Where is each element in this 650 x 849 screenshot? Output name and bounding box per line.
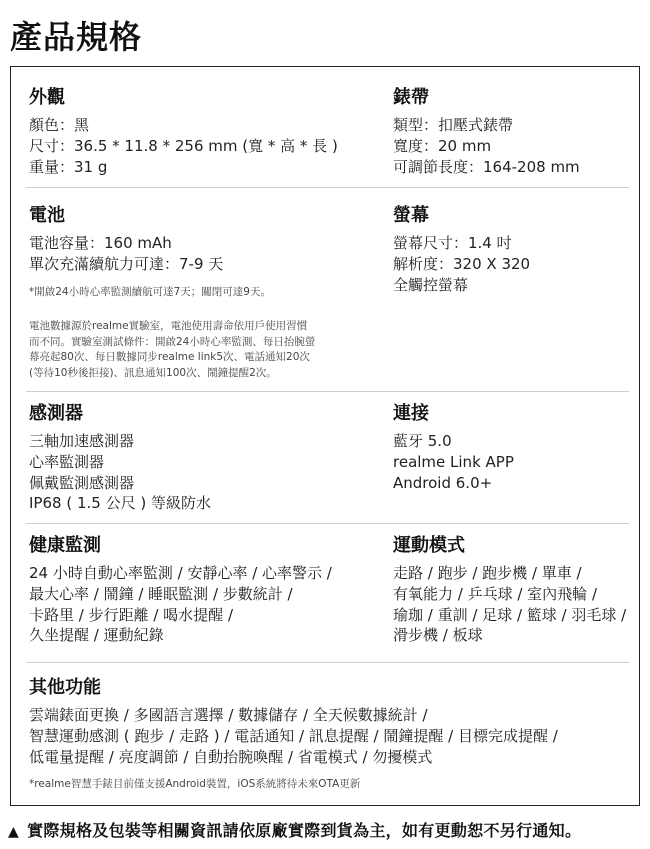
spec-line: 尺寸：36.5 * 11.8 * 256 mm (寬 * 高 * 長 )	[29, 136, 338, 155]
section-title-sensors: 感測器	[29, 403, 83, 424]
divider	[26, 187, 629, 188]
spec-line: 電池容量：160 mAh	[29, 234, 172, 252]
battery-disclaimer	[29, 319, 315, 381]
battery-note: *開啟24小時心率監測續航可達7天；關閉可達9天。	[29, 286, 271, 298]
section-strap	[393, 87, 580, 177]
spec-line: 螢幕尺寸：1.4 吋	[393, 234, 512, 252]
spec-line: 顏色：黑	[29, 116, 90, 134]
section-connectivity	[393, 403, 514, 493]
warning-triangle-icon: ▲	[8, 824, 20, 840]
spec-line: IP68 ( 1.5 公尺 ) 等級防水	[29, 494, 211, 513]
section-title-health: 健康監測	[29, 535, 101, 556]
section-title-connectivity: 連接	[393, 403, 429, 424]
section-health	[29, 535, 332, 646]
spec-line: 卡路里 / 步行距離 / 喝水提醒 /	[29, 605, 234, 624]
note-line: 而不同。實驗室測試條件：開啟24小時心率監測、每日抬腕螢	[29, 335, 316, 348]
spec-line: 可調節長度：164-208 mm	[393, 157, 580, 176]
spec-line: Android 6.0+	[393, 473, 493, 492]
spec-line: 久坐提醒 / 運動紀錄	[29, 626, 164, 645]
section-title-sports: 運動模式	[393, 535, 465, 556]
spec-line: 滑步機 / 板球	[393, 626, 483, 645]
spec-line: 最大心率 / 鬧鐘 / 睡眠監測 / 步數統計 /	[29, 584, 293, 603]
spec-line: 藍牙 5.0	[393, 432, 452, 450]
footer-text: 實際規格及包裝等相關資訊請依原廠實際到貨為主，如有更動恕不另行通知。	[27, 821, 582, 840]
spec-box	[10, 66, 640, 806]
section-title-battery: 電池	[29, 205, 65, 226]
spec-line: 低電量提醒 / 亮度調節 / 自動抬腕喚醒 / 省電模式 / 勿擾模式	[29, 747, 433, 766]
divider	[26, 523, 629, 524]
spec-line: 走路 / 跑步 / 跑步機 / 單車 /	[393, 564, 582, 582]
section-sensors	[29, 403, 211, 514]
other-note: *realme智慧手錶目前僅支援Android裝置，iOS系統將待未來OTA更新	[29, 778, 361, 790]
spec-line: 佩戴監測感測器	[29, 473, 135, 492]
section-title-screen: 螢幕	[393, 205, 429, 226]
spec-line: 寬度：20 mm	[393, 136, 492, 155]
spec-line: 雲端錶面更換 / 多國語言選擇 / 數據儲存 / 全天候數據統計 /	[29, 706, 428, 724]
spec-line: 單次充滿續航力可達：7-9 天	[29, 254, 224, 273]
divider	[26, 662, 629, 663]
divider	[26, 391, 629, 392]
spec-line: 24 小時自動心率監測 / 安靜心率 / 心率警示 /	[29, 564, 332, 582]
spec-line: 類型：扣壓式錶帶	[393, 116, 514, 134]
spec-line: 重量：31 g	[29, 157, 108, 176]
spec-line: 解析度：320 X 320	[393, 254, 531, 273]
section-other	[29, 677, 558, 767]
spec-line: 全觸控螢幕	[393, 275, 469, 294]
section-screen	[393, 205, 530, 295]
spec-line: 心率監測器	[29, 452, 105, 471]
footer-disclaimer	[8, 818, 581, 841]
note-line: 電池數據源於realme實驗室，電池使用壽命依用戶使用習慣	[29, 320, 308, 332]
spec-line: realme Link APP	[393, 452, 514, 471]
page-title: 產品規格	[10, 18, 143, 56]
spec-line: 有氧能力 / 乒乓球 / 室內飛輪 /	[393, 584, 598, 603]
section-battery	[29, 205, 223, 275]
spec-line: 三軸加速感測器	[29, 432, 135, 450]
note-line: 幕亮起80次、每日數據同步realme link5次、電話通知20次	[29, 351, 310, 363]
spec-line: 智慧運動感測 ( 跑步 / 走路 ) / 電話通知 / 訊息提醒 / 鬧鐘提醒 / 目標完成提醒 /	[29, 726, 558, 745]
section-sports	[393, 535, 626, 646]
section-title-other: 其他功能	[29, 677, 101, 698]
section-title-strap: 錶帶	[393, 87, 429, 108]
section-title-appearance: 外觀	[29, 87, 65, 108]
section-appearance	[29, 87, 338, 177]
spec-line: 瑜珈 / 重訓 / 足球 / 籃球 / 羽毛球 /	[393, 605, 627, 624]
note-line: (等待10秒後拒接)、訊息通知100次、鬧鐘提醒2次。	[29, 366, 277, 379]
